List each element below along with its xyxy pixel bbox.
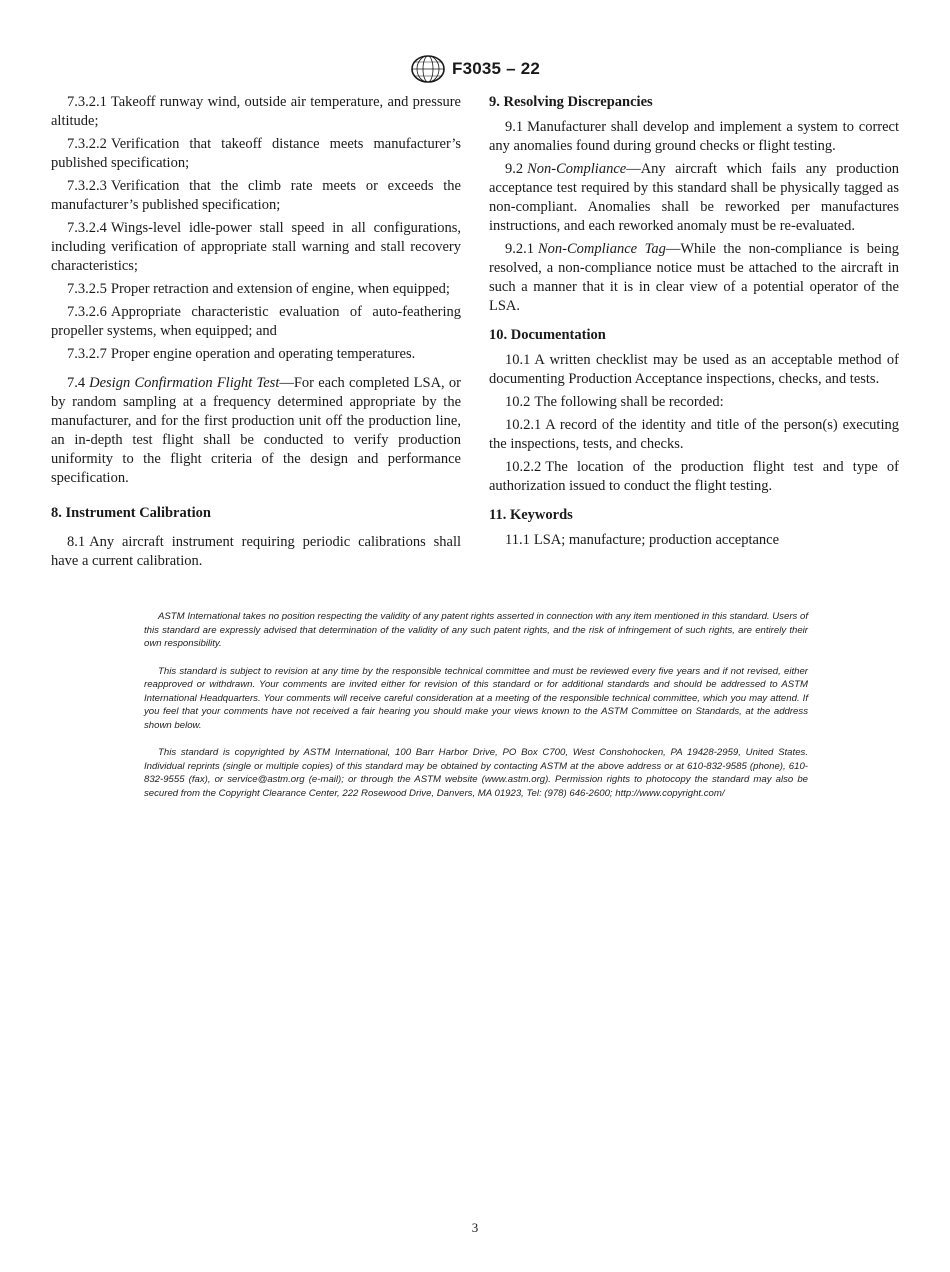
paragraph-10-2: 10.2 The following shall be recorded: xyxy=(505,394,724,410)
paragraph-7-3-2-6: 7.3.2.6 Appropriate characteristic evaluation of auto-feathering propeller systems, when equipped; and xyxy=(51,304,461,339)
paragraph-9-1: 9.1 Manufacturer shall develop and implement a system to correct any anomalies found during ground checks or flight testing. xyxy=(489,119,899,154)
paragraph-7-3-2-7: 7.3.2.7 Proper engine operation and operating temperatures. xyxy=(67,346,416,362)
paragraph-7-3-2-1: 7.3.2.1 Takeoff runway wind, outside air temperature, and pressure altitude; xyxy=(51,94,461,129)
left-column xyxy=(51,93,461,575)
section-10-heading: 10. Documentation xyxy=(489,327,606,343)
copyright-notice: This standard is copyrighted by ASTM International, 100 Barr Harbor Drive, PO Box C700, West Conshohocken, PA 19428-2959, United States. Individual reprints (single or multiple copies) of this standard may be obtained by contacting ASTM at the above address or at 610-832-9585 (phone), 610-832-9555 (fax), or service@astm.org (e-mail); or through the ASTM website (www.astm.org). Permission rights to photocopy the standard may also be secured from the Copyright Clearance Center, 222 Rosewood Drive, Danvers, MA 01923, Tel: (978) 646-2600; http://www.copyright.com/ xyxy=(144,747,808,799)
paragraph-11-1: 11.1 LSA; manufacture; production acceptance xyxy=(505,532,780,548)
section-11-heading: 11. Keywords xyxy=(489,507,573,523)
astm-notices xyxy=(144,610,808,814)
patent-notice: ASTM International takes no position respecting the validity of any patent rights asserted in connection with any item mentioned in this standard. Users of this standard are expressly advised that determination of the validity of any such patent rights, and the risk of infringement of such rights, are entirely their own responsibility. xyxy=(144,611,808,649)
standard-designation: F3035 – 22 xyxy=(451,59,540,78)
paragraph-9-2-1: 9.2.1 Non-Compliance Tag—While the non-compliance is being resolved, a non-compliance notice must be attached to the aircraft in such a manner that it is in clear view of a potential operator of the LSA. xyxy=(489,241,899,314)
right-column xyxy=(489,93,899,554)
paragraph-9-2: 9.2 Non-Compliance—Any aircraft which fails any production acceptance test required by this standard shall be physically tagged as non-compliant. Anomalies shall be reworked per manufactures instructions, and each reworked anomaly must be re-evaluated. xyxy=(489,161,899,234)
paragraph-7-3-2-2: 7.3.2.2 Verification that takeoff distance meets manufacturer’s published specification; xyxy=(51,136,461,171)
revision-notice: This standard is subject to revision at any time by the responsible technical committee and must be reviewed every five years and if not revised, either reapproved or withdrawn. Your comments are invited either for revision of this standard or for additional standards and should be addressed to ASTM International Headquarters. Your comments will receive careful consideration at a meeting of the responsible technical committee, which you may attend. If you feel that your comments have not received a fair hearing you should make your views known to the ASTM Committee on Standards, at the address shown below. xyxy=(144,665,808,731)
paragraph-8-1: 8.1 Any aircraft instrument requiring periodic calibrations shall have a current calibration. xyxy=(51,534,461,569)
paragraph-10-2-1: 10.2.1 A record of the identity and title of the person(s) executing the inspections, tests, and checks. xyxy=(489,417,899,452)
paragraph-10-2-2: 10.2.2 The location of the production flight test and type of authorization issued to conduct the flight testing. xyxy=(489,459,899,494)
section-9-heading: 9. Resolving Discrepancies xyxy=(489,94,653,110)
paragraph-7-3-2-3: 7.3.2.3 Verification that the climb rate meets or exceeds the manufacturer’s published specification; xyxy=(51,178,461,213)
paragraph-7-3-2-5: 7.3.2.5 Proper retraction and extension of engine, when equipped; xyxy=(67,281,450,297)
paragraph-7-3-2-4: 7.3.2.4 Wings-level idle-power stall speed in all configurations, including verification of appropriate stall warning and stall recovery characteristics; xyxy=(51,220,461,274)
paragraph-7-4: 7.4 Design Confirmation Flight Test—For each completed LSA, or by random sampling at a frequency determined appropriate by the manufacturer, and for the first production unit off the production line, an in-depth test flight shall be conducted to verify production uniformity to the flight criteria of the design and performance specification. xyxy=(51,375,461,486)
page-header xyxy=(0,54,950,84)
section-8-heading: 8. Instrument Calibration xyxy=(51,505,211,521)
paragraph-10-1: 10.1 A written checklist may be used as an acceptable method of documenting Production Acceptance inspections, checks, and tests. xyxy=(489,352,899,387)
astm-logo-icon xyxy=(410,54,446,84)
page-number: 3 xyxy=(471,1220,479,1235)
